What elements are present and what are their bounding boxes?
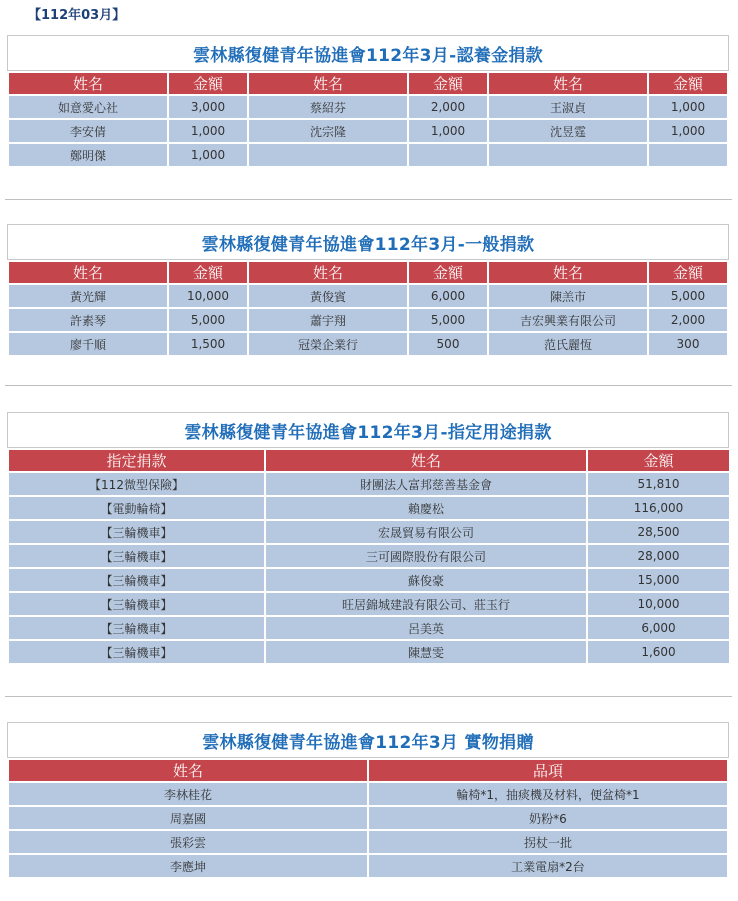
donor-name-cell: 李應坤 — [9, 855, 367, 877]
donor-name-cell: 宏晟貿易有限公司 — [266, 521, 586, 543]
column-header-name: 姓名 — [489, 262, 647, 283]
donor-name-cell: 王淑貞 — [489, 96, 647, 118]
amount-cell: 28,500 — [588, 521, 729, 543]
in-kind-donation-table — [7, 758, 729, 879]
section-title-box — [7, 412, 729, 448]
section-title-box — [7, 224, 729, 260]
column-header-amount: 金額 — [649, 262, 727, 283]
amount-cell: 10,000 — [169, 285, 247, 307]
column-header-name: 姓名 — [266, 450, 586, 471]
amount-cell: 1,000 — [409, 120, 487, 142]
donor-name-cell: 蔡紹芬 — [249, 96, 407, 118]
table-row — [9, 120, 727, 142]
donor-name-cell: 呂美英 — [266, 617, 586, 639]
column-header-name: 姓名 — [9, 262, 167, 283]
designation-cell: 【三輪機車】 — [9, 521, 264, 543]
donor-name-cell: 陳羔市 — [489, 285, 647, 307]
donor-name-cell: 李林桂花 — [9, 783, 367, 805]
table-row — [9, 497, 729, 519]
column-header-amount: 金額 — [409, 262, 487, 283]
table-header-row — [9, 760, 727, 781]
donor-name-cell: 財團法人富邦慈善基金會 — [266, 473, 586, 495]
section-divider — [5, 385, 732, 386]
amount-cell: 6,000 — [588, 617, 729, 639]
column-header-designation: 指定捐款 — [9, 450, 264, 471]
donor-name-cell — [249, 144, 407, 166]
donor-name-cell: 周嘉國 — [9, 807, 367, 829]
table-row — [9, 144, 727, 166]
general-donation-table — [7, 260, 729, 357]
table-row — [9, 641, 729, 663]
table-row — [9, 807, 727, 829]
donor-name-cell: 蕭宇翔 — [249, 309, 407, 331]
donor-name-cell: 三可國際股份有限公司 — [266, 545, 586, 567]
table-row — [9, 285, 727, 307]
amount-cell: 10,000 — [588, 593, 729, 615]
table-row — [9, 783, 727, 805]
donor-name-cell: 吉宏興業有限公司 — [489, 309, 647, 331]
amount-cell: 51,810 — [588, 473, 729, 495]
donor-name-cell: 黃光輝 — [9, 285, 167, 307]
amount-cell: 5,000 — [649, 285, 727, 307]
donor-name-cell: 蘇俊豪 — [266, 569, 586, 591]
designation-cell: 【三輪機車】 — [9, 617, 264, 639]
table-header-row — [9, 450, 729, 471]
table-row — [9, 593, 729, 615]
section-title: 雲林縣復健青年協進會112年3月-指定用途捐款 — [184, 422, 552, 443]
section-title-box — [7, 722, 729, 758]
table-row — [9, 309, 727, 331]
section-title-box — [7, 35, 729, 71]
amount-cell: 1,000 — [649, 120, 727, 142]
designation-cell: 【三輪機車】 — [9, 641, 264, 663]
column-header-name: 姓名 — [9, 760, 367, 781]
designation-cell: 【三輪機車】 — [9, 569, 264, 591]
table-header-row — [9, 262, 727, 283]
column-header-amount: 金額 — [409, 73, 487, 94]
column-header-amount: 金額 — [588, 450, 729, 471]
table-row — [9, 521, 729, 543]
column-header-name: 姓名 — [249, 262, 407, 283]
amount-cell — [649, 144, 727, 166]
donor-name-cell: 李安倩 — [9, 120, 167, 142]
donor-name-cell: 鄭明傑 — [9, 144, 167, 166]
donor-name-cell: 張彩雲 — [9, 831, 367, 853]
donor-name-cell: 如意愛心社 — [9, 96, 167, 118]
donor-name-cell: 沈昱霆 — [489, 120, 647, 142]
designation-cell: 【112微型保險】 — [9, 473, 264, 495]
section-divider — [5, 199, 732, 200]
donor-name-cell: 旺居錦城建設有限公司、莊玉行 — [266, 593, 586, 615]
table-header-row — [9, 73, 727, 94]
donor-name-cell: 廖千順 — [9, 333, 167, 355]
amount-cell: 1,600 — [588, 641, 729, 663]
amount-cell: 1,500 — [169, 333, 247, 355]
table-row — [9, 333, 727, 355]
amount-cell: 3,000 — [169, 96, 247, 118]
table-row — [9, 473, 729, 495]
amount-cell: 15,000 — [588, 569, 729, 591]
amount-cell: 2,000 — [409, 96, 487, 118]
amount-cell: 300 — [649, 333, 727, 355]
amount-cell: 1,000 — [169, 120, 247, 142]
item-cell: 奶粉*6 — [369, 807, 727, 829]
donor-name-cell — [489, 144, 647, 166]
amount-cell: 2,000 — [649, 309, 727, 331]
column-header-name: 姓名 — [249, 73, 407, 94]
designation-cell: 【三輪機車】 — [9, 593, 264, 615]
donor-name-cell: 黃俊賓 — [249, 285, 407, 307]
table-row — [9, 855, 727, 877]
section-title: 雲林縣復健青年協進會112年3月-一般捐款 — [201, 234, 535, 255]
amount-cell: 5,000 — [169, 309, 247, 331]
table-row — [9, 831, 727, 853]
amount-cell: 500 — [409, 333, 487, 355]
table-row — [9, 96, 727, 118]
amount-cell: 5,000 — [409, 309, 487, 331]
section-title: 雲林縣復健青年協進會112年3月 實物捐贈 — [202, 732, 534, 753]
page-label: 【112年03月】 — [28, 8, 126, 23]
donor-name-cell: 沈宗隆 — [249, 120, 407, 142]
table-row — [9, 545, 729, 567]
column-header-amount: 金額 — [649, 73, 727, 94]
donor-name-cell: 許素琴 — [9, 309, 167, 331]
table-row — [9, 569, 729, 591]
section-divider — [5, 696, 732, 697]
amount-cell: 1,000 — [649, 96, 727, 118]
table-row — [9, 617, 729, 639]
amount-cell — [409, 144, 487, 166]
sponsorship-donation-table — [7, 71, 729, 168]
donor-name-cell: 陳慧雯 — [266, 641, 586, 663]
column-header-item: 品項 — [369, 760, 727, 781]
item-cell: 拐杖一批 — [369, 831, 727, 853]
item-cell: 輪椅*1，抽痰機及材料，便盆椅*1 — [369, 783, 727, 805]
donor-name-cell: 賴慶松 — [266, 497, 586, 519]
section-title: 雲林縣復健青年協進會112年3月-認養金捐款 — [193, 45, 543, 66]
amount-cell: 6,000 — [409, 285, 487, 307]
designated-donation-table — [7, 448, 731, 665]
amount-cell: 1,000 — [169, 144, 247, 166]
column-header-name: 姓名 — [489, 73, 647, 94]
column-header-amount: 金額 — [169, 262, 247, 283]
donor-name-cell: 冠榮企業行 — [249, 333, 407, 355]
donor-name-cell: 范氏麗恆 — [489, 333, 647, 355]
column-header-amount: 金額 — [169, 73, 247, 94]
amount-cell: 28,000 — [588, 545, 729, 567]
column-header-name: 姓名 — [9, 73, 167, 94]
amount-cell: 116,000 — [588, 497, 729, 519]
item-cell: 工業電扇*2台 — [369, 855, 727, 877]
designation-cell: 【三輪機車】 — [9, 545, 264, 567]
designation-cell: 【電動輪椅】 — [9, 497, 264, 519]
